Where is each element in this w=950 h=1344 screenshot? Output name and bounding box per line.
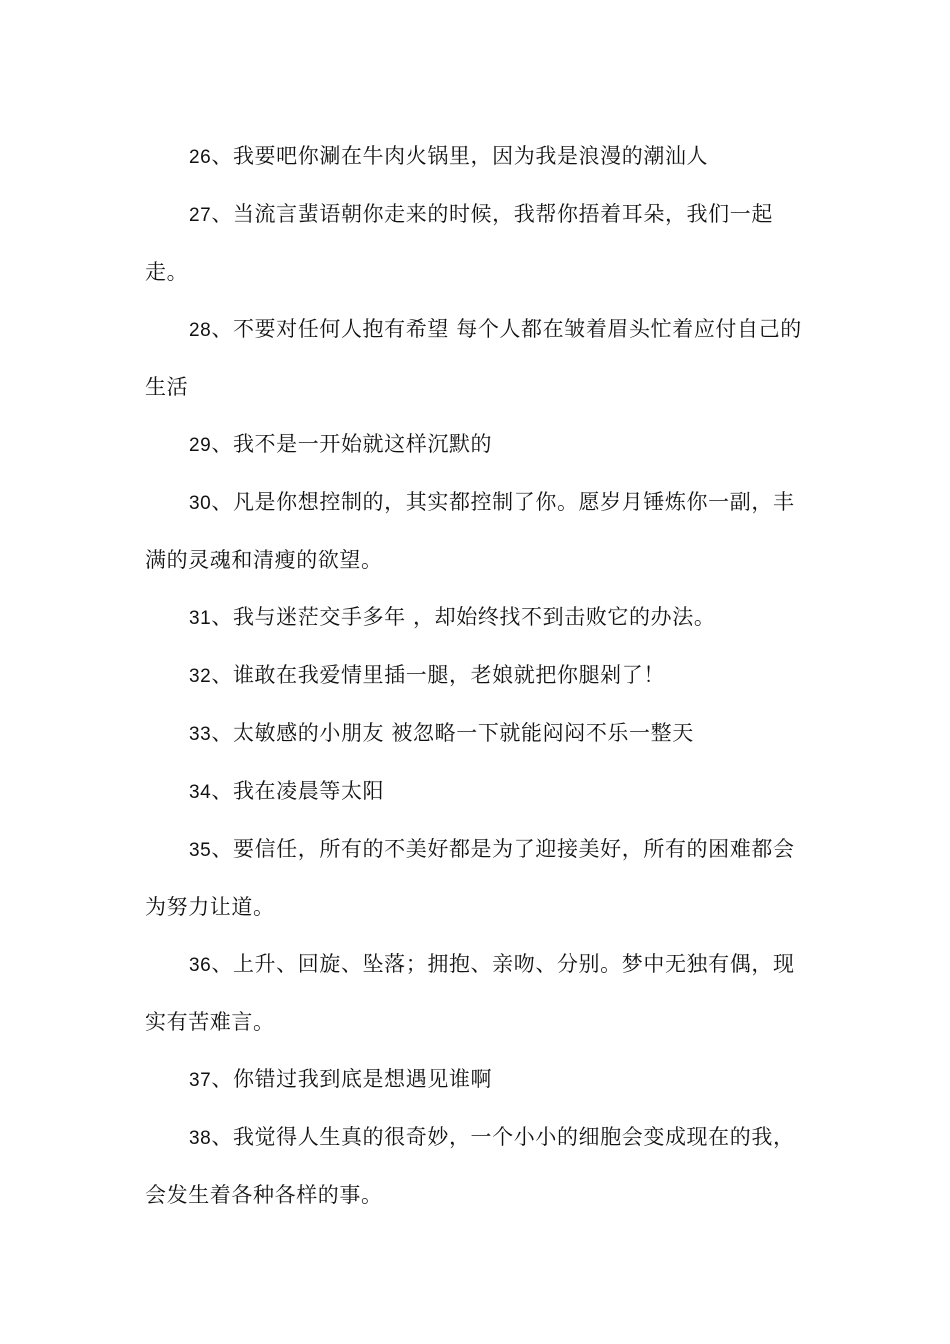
list-item	[145, 589, 810, 647]
item-text: 、你错过我到底是想遇见谁啊	[211, 1067, 493, 1091]
item-number: 26	[189, 147, 212, 168]
item-text: 、太敏感的小朋友 被忽略一下就能闷闷不乐一整天	[211, 721, 694, 745]
list-item	[145, 936, 810, 1051]
item-text: 、我不是一开始就这样沉默的	[211, 432, 493, 456]
item-text: 、谁敢在我爱情里插一腿，老娘就把你腿剁了！	[211, 663, 665, 687]
item-text: 、我要吧你涮在牛肉火锅里，因为我是浪漫的潮汕人	[211, 144, 709, 168]
item-text: 、上升、回旋、坠落；拥抱、亲吻、分别。梦中无独有偶，现实有苦难言。	[145, 952, 795, 1034]
list-item	[145, 301, 810, 416]
list-item	[145, 474, 810, 589]
item-number: 35	[189, 840, 212, 861]
item-text: 、当流言蜚语朝你走来的时候，我帮你捂着耳朵，我们一起走。	[145, 202, 773, 284]
item-number: 33	[189, 724, 212, 745]
list-item	[145, 647, 810, 705]
item-number: 31	[189, 608, 212, 629]
list-item	[145, 416, 810, 474]
item-text: 、要信任，所有的不美好都是为了迎接美好，所有的困难都会为努力让道。	[145, 837, 795, 919]
list-item	[145, 128, 810, 186]
item-number: 34	[189, 782, 212, 803]
item-text: 、不要对任何人抱有希望 每个人都在皱着眉头忙着应付自己的生活	[145, 317, 802, 399]
list-item	[145, 1109, 810, 1224]
list-item	[145, 763, 810, 821]
item-number: 36	[189, 955, 212, 976]
item-text: 、我觉得人生真的很奇妙，一个小小的细胞会变成现在的我，会发生着各种各样的事。	[145, 1125, 795, 1207]
item-number: 38	[189, 1128, 212, 1149]
item-number: 29	[189, 435, 212, 456]
item-number: 27	[189, 205, 212, 226]
item-number: 30	[189, 493, 212, 514]
list-item	[145, 1051, 810, 1109]
item-text: 、我与迷茫交手多年 ，却始终找不到击败它的办法。	[211, 605, 716, 629]
item-number: 32	[189, 666, 212, 687]
list-item	[145, 705, 810, 763]
item-number: 28	[189, 320, 212, 341]
item-number: 37	[189, 1070, 212, 1091]
item-text: 、我在凌晨等太阳	[211, 779, 385, 803]
document-body	[145, 128, 810, 1224]
item-text: 、凡是你想控制的，其实都控制了你。愿岁月锤炼你一副，丰满的灵魂和清瘦的欲望。	[145, 490, 795, 572]
list-item	[145, 821, 810, 936]
list-item	[145, 186, 810, 301]
